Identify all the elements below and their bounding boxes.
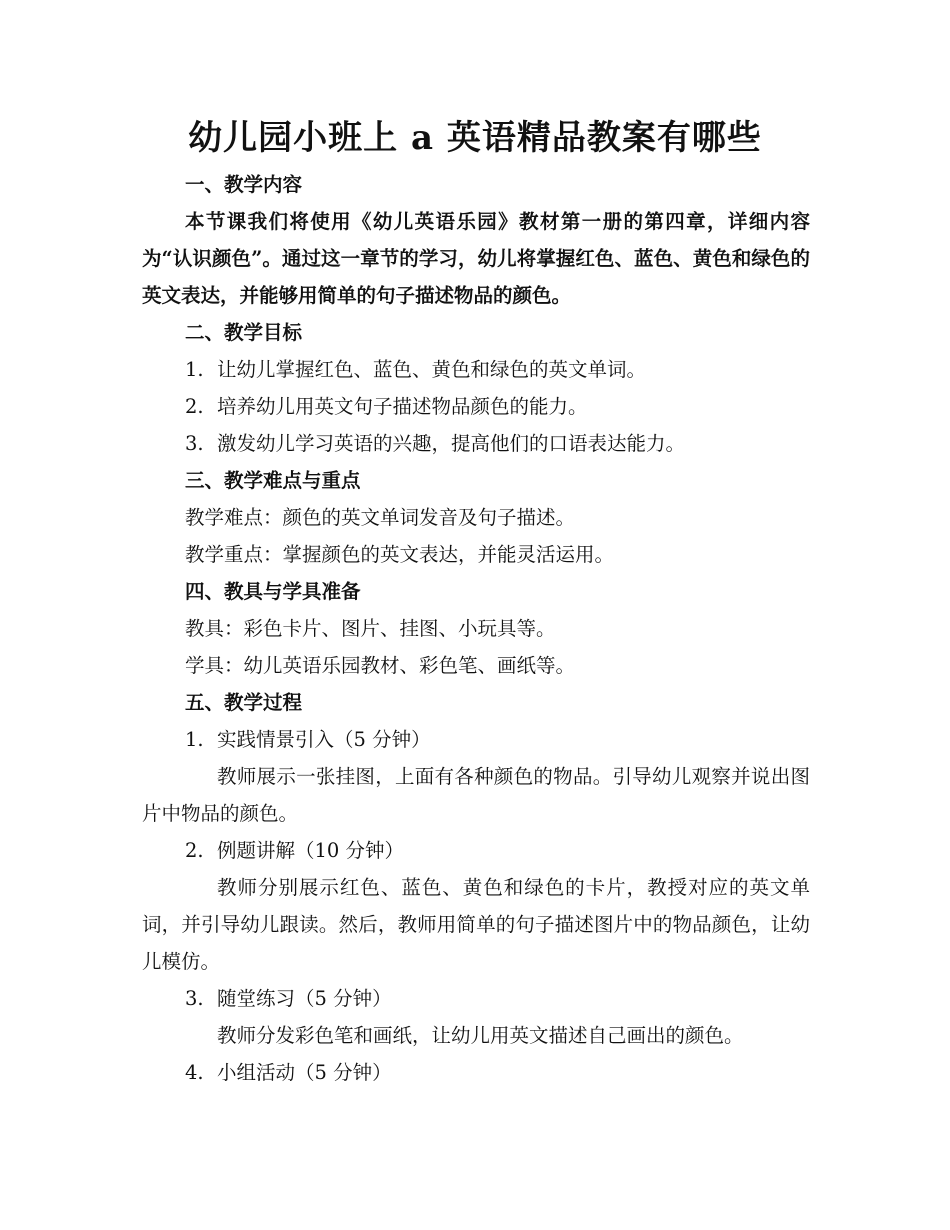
section-heading-difficulty: 三、教学难点与重点 bbox=[185, 469, 361, 492]
step-title: 例题讲解（10 分钟） bbox=[217, 839, 405, 862]
process-step-body: 教师展示一张挂图，上面有各种颜色的物品。引导幼儿观察并说出图片中物品的颜色。 bbox=[142, 765, 810, 825]
step-title: 随堂练习（5 分钟） bbox=[217, 987, 392, 1010]
objective-text: 激发幼儿学习英语的兴趣，提高他们的口语表达能力。 bbox=[217, 432, 686, 455]
objective-item bbox=[185, 351, 646, 388]
process-step-title bbox=[185, 832, 404, 869]
student-tools-text: 学具：幼儿英语乐园教材、彩色笔、画纸等。 bbox=[185, 654, 576, 677]
objective-item bbox=[185, 388, 588, 425]
step-number: 4. bbox=[185, 1061, 204, 1084]
step-title: 实践情景引入（5 分钟） bbox=[217, 728, 431, 751]
objective-number: 3. bbox=[185, 432, 204, 455]
process-step-body: 教师分发彩色笔和画纸，让幼儿用英文描述自己画出的颜色。 bbox=[217, 1024, 744, 1047]
step-number: 2. bbox=[185, 839, 204, 862]
process-step-title bbox=[185, 980, 392, 1017]
process-step-title bbox=[185, 721, 431, 758]
objective-number: 1. bbox=[185, 358, 204, 381]
teacher-tools-text: 教具：彩色卡片、图片、挂图、小玩具等。 bbox=[185, 617, 556, 640]
step-number: 1. bbox=[185, 728, 204, 751]
key-point-text: 教学重点：掌握颜色的英文表达，并能灵活运用。 bbox=[185, 543, 615, 566]
difficulty-text: 教学难点：颜色的英文单词发音及句子描述。 bbox=[185, 506, 576, 529]
objective-text: 让幼儿掌握红色、蓝色、黄色和绿色的英文单词。 bbox=[217, 358, 647, 381]
section-heading-content: 一、教学内容 bbox=[185, 173, 303, 196]
document-title: 幼儿园小班上 a 英语精品教案有哪些 bbox=[188, 118, 762, 158]
objective-text: 培养幼儿用英文句子描述物品颜色的能力。 bbox=[217, 395, 588, 418]
objective-number: 2. bbox=[185, 395, 204, 418]
content-paragraph: 本节课我们将使用《幼儿英语乐园》教材第一册的第四章，详细内容为“认识颜色”。通过这一章节的学习，幼儿将掌握红色、蓝色、黄色和绿色的英文表达，并能够用简单的句子描述物品的颜色。 bbox=[142, 210, 810, 307]
section-heading-materials: 四、教具与学具准备 bbox=[185, 580, 361, 603]
process-step-body: 教师分别展示红色、蓝色、黄色和绿色的卡片，教授对应的英文单词，并引导幼儿跟读。然后，教师用简单的句子描述图片中的物品颜色，让幼儿模仿。 bbox=[142, 876, 810, 973]
process-step-title bbox=[185, 1054, 392, 1091]
section-heading-objectives: 二、教学目标 bbox=[185, 321, 303, 344]
step-number: 3. bbox=[185, 987, 204, 1010]
objective-item bbox=[185, 425, 685, 462]
section-heading-process: 五、教学过程 bbox=[185, 691, 303, 714]
step-title: 小组活动（5 分钟） bbox=[217, 1061, 392, 1084]
